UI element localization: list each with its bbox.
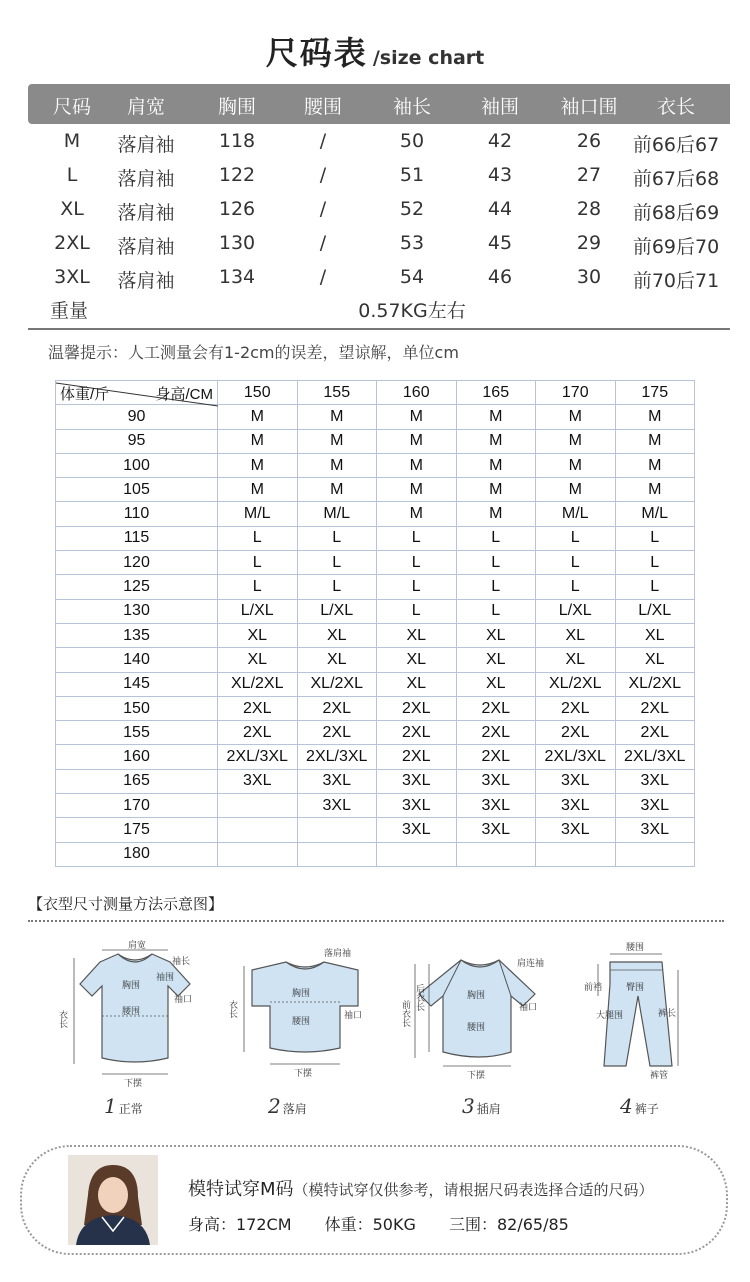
size-suggestion-cell: 3XL — [377, 794, 457, 818]
fit-grid-row — [56, 842, 695, 866]
size-suggestion-cell: XL — [377, 648, 457, 672]
fit-grid-row — [56, 478, 695, 502]
size-suggestion-cell: M — [297, 478, 377, 502]
size-suggestion-cell: 3XL — [615, 818, 695, 842]
measurement-tip: 温馨提示：人工测量会有1-2cm的误差，望谅解，单位cm — [48, 343, 459, 362]
size-cell: 51 — [399, 164, 425, 186]
weight-cell: 170 — [56, 794, 218, 818]
size-suggestion-cell — [297, 818, 377, 842]
model-measurements: 三围：82/65/85 — [448, 1215, 569, 1234]
size-suggestion-cell: L — [297, 575, 377, 599]
size-suggestion-cell: M — [297, 429, 377, 453]
method-title: 【衣型尺寸测量方法示意图】 — [28, 895, 224, 913]
svg-text:下摆: 下摆 — [294, 1069, 313, 1079]
size-suggestion-cell: 2XL — [218, 696, 298, 720]
size-suggestion-cell: L/XL — [218, 599, 298, 623]
size-suggestion-cell: M — [377, 405, 457, 429]
size-cell: / — [319, 164, 327, 186]
svg-text:大腿围: 大腿围 — [596, 1011, 624, 1021]
svg-text:腰围: 腰围 — [292, 1017, 311, 1027]
size-suggestion-cell: M — [377, 478, 457, 502]
corner-height-label: 身高/CM — [155, 386, 213, 403]
weight-cell: 130 — [56, 599, 218, 623]
size-suggestion-cell: L — [218, 575, 298, 599]
size-cell: 落肩袖 — [117, 270, 175, 292]
fit-grid-row — [56, 769, 695, 793]
size-suggestion-cell: XL — [536, 623, 616, 647]
size-suggestion-cell — [456, 842, 536, 866]
svg-text:袖口: 袖口 — [519, 1003, 538, 1013]
size-cell: 42 — [487, 130, 513, 152]
size-col-header: 衣长 — [656, 96, 696, 118]
size-suggestion-cell: 3XL — [456, 794, 536, 818]
size-cell: 26 — [576, 130, 602, 152]
size-suggestion-cell: M/L — [218, 502, 298, 526]
height-col-header: 155 — [297, 381, 377, 405]
size-suggestion-cell: M — [456, 502, 536, 526]
size-suggestion-cell — [536, 842, 616, 866]
size-suggestion-cell: L — [536, 551, 616, 575]
size-suggestion-cell: M — [377, 429, 457, 453]
size-suggestion-cell: 2XL/3XL — [218, 745, 298, 769]
size-suggestion-cell: 3XL — [297, 769, 377, 793]
size-cell: / — [319, 266, 327, 288]
size-suggestion-cell: 3XL — [615, 769, 695, 793]
size-suggestion-cell: L/XL — [615, 599, 695, 623]
size-suggestion-cell: L — [615, 551, 695, 575]
size-col-header: 袖围 — [480, 96, 520, 118]
weight-cell: 175 — [56, 818, 218, 842]
size-suggestion-cell: 2XL — [297, 696, 377, 720]
size-suggestion-cell: 2XL/3XL — [536, 745, 616, 769]
model-fit-note: （模特试穿仅供参考，请根据尺码表选择合适的尺码） — [293, 1181, 654, 1199]
size-cell: 27 — [576, 164, 602, 186]
size-suggestion-cell: L/XL — [536, 599, 616, 623]
svg-text:下摆: 下摆 — [124, 1079, 143, 1089]
diagram-raglan — [400, 940, 555, 1094]
size-suggestion-cell: XL/2XL — [297, 672, 377, 696]
diagram-normal-tee — [57, 940, 210, 1094]
fit-grid-row — [56, 526, 695, 550]
model-weight: 体重：50KG — [324, 1215, 416, 1234]
size-suggestion-cell: L — [456, 575, 536, 599]
size-suggestion-cell: 2XL — [218, 721, 298, 745]
caption-pants: 4 裤子 — [620, 1094, 659, 1118]
size-suggestion-cell: L — [218, 526, 298, 550]
model-fit-line — [188, 1175, 654, 1201]
size-cell: 落肩袖 — [117, 168, 175, 190]
size-cell: 53 — [399, 232, 425, 254]
size-suggestion-cell: 2XL — [456, 721, 536, 745]
size-suggestion-cell: L — [456, 551, 536, 575]
height-col-header: 160 — [377, 381, 457, 405]
size-col-header: 袖口围 — [560, 96, 618, 118]
weight-cell: 125 — [56, 575, 218, 599]
size-cell: 118 — [218, 130, 256, 152]
fit-grid-row — [56, 502, 695, 526]
fit-grid-row — [56, 429, 695, 453]
size-suggestion-cell: M — [456, 405, 536, 429]
size-suggestion-cell: XL — [297, 648, 377, 672]
size-suggestion-cell: L — [456, 526, 536, 550]
size-suggestion-cell: XL — [615, 623, 695, 647]
svg-text:后衣长: 后衣长 — [414, 984, 424, 1011]
fit-grid-row — [56, 599, 695, 623]
svg-text:衣长: 衣长 — [57, 1010, 67, 1028]
fit-grid-row — [56, 745, 695, 769]
size-suggestion-cell — [218, 842, 298, 866]
size-suggestion-cell: L — [536, 526, 616, 550]
size-suggestion-cell: 3XL — [615, 794, 695, 818]
size-suggestion-cell: M — [536, 453, 616, 477]
weight-label: 重量 — [50, 300, 89, 322]
svg-text:腰围: 腰围 — [467, 1023, 486, 1033]
size-suggestion-cell: XL — [536, 648, 616, 672]
fit-grid-row — [56, 672, 695, 696]
size-suggestion-cell: L — [218, 551, 298, 575]
diagram-drop-shoulder — [227, 940, 380, 1094]
size-suggestion-cell: M — [377, 502, 457, 526]
svg-text:胸围: 胸围 — [122, 981, 141, 991]
size-suggestion-cell: 2XL — [377, 721, 457, 745]
size-suggestion-cell: 3XL — [456, 818, 536, 842]
size-suggestion-cell — [218, 794, 298, 818]
size-suggestion-cell: M — [218, 405, 298, 429]
model-stats — [188, 1212, 597, 1235]
size-suggestion-cell: L — [377, 575, 457, 599]
size-cell: 2XL — [54, 232, 90, 254]
size-cell: 前67后68 — [632, 168, 720, 190]
model-height: 身高：172CM — [188, 1215, 292, 1234]
size-cell: 落肩袖 — [117, 236, 175, 258]
size-suggestion-cell: M — [218, 478, 298, 502]
size-cell: / — [319, 198, 327, 220]
size-suggestion-cell: 3XL — [377, 769, 457, 793]
height-col-header: 150 — [218, 381, 298, 405]
size-suggestion-cell: 2XL — [377, 696, 457, 720]
size-suggestion-cell — [377, 842, 457, 866]
size-cell: 46 — [487, 266, 513, 288]
title-main: 尺码表 — [265, 34, 368, 72]
size-suggestion-cell: M — [615, 478, 695, 502]
size-cell: 落肩袖 — [117, 202, 175, 224]
title-sub: /size chart — [372, 47, 485, 69]
size-col-header: 尺码 — [52, 96, 92, 118]
dotted-divider — [28, 920, 724, 922]
size-suggestion-cell: L — [297, 526, 377, 550]
size-suggestion-cell: XL/2XL — [218, 672, 298, 696]
size-suggestion-cell: XL — [615, 648, 695, 672]
model-avatar — [68, 1155, 158, 1245]
size-suggestion-cell: L/XL — [297, 599, 377, 623]
size-cell: 52 — [399, 198, 425, 220]
size-suggestion-cell: XL — [218, 648, 298, 672]
size-suggestion-cell: 3XL — [297, 794, 377, 818]
size-suggestion-cell: L — [536, 575, 616, 599]
weight-cell: 100 — [56, 453, 218, 477]
size-cell: / — [319, 130, 327, 152]
size-suggestion-cell: M — [297, 405, 377, 429]
fit-grid-row — [56, 405, 695, 429]
size-col-header: 袖长 — [392, 96, 432, 118]
svg-text:胸围: 胸围 — [467, 991, 486, 1001]
size-suggestion-cell: XL — [377, 623, 457, 647]
size-suggestion-cell: XL — [218, 623, 298, 647]
svg-text:臀围: 臀围 — [626, 983, 645, 993]
size-col-header: 肩宽 — [126, 96, 166, 118]
size-suggestion-cell: M — [218, 429, 298, 453]
label-shoulder: 肩宽 — [128, 941, 147, 951]
size-col-header: 腰围 — [303, 96, 343, 118]
weight-cell: 165 — [56, 769, 218, 793]
size-suggestion-cell: M — [615, 405, 695, 429]
size-suggestion-cell: 2XL — [536, 696, 616, 720]
size-suggestion-cell: L — [615, 575, 695, 599]
fit-grid-row — [56, 818, 695, 842]
weight-cell: 160 — [56, 745, 218, 769]
size-cell: 43 — [487, 164, 513, 186]
size-suggestion-cell: M — [377, 453, 457, 477]
size-suggestion-cell: XL/2XL — [536, 672, 616, 696]
size-suggestion-cell: M — [218, 453, 298, 477]
size-cell: 前66后67 — [632, 134, 720, 156]
fit-grid — [55, 380, 695, 867]
size-suggestion-cell: M — [536, 429, 616, 453]
size-cell: 前69后70 — [632, 236, 720, 258]
svg-text:腰围: 腰围 — [626, 943, 645, 953]
size-cell: 30 — [576, 266, 602, 288]
size-suggestion-cell: M — [456, 478, 536, 502]
size-suggestion-cell: 3XL — [218, 769, 298, 793]
weight-cell: 120 — [56, 551, 218, 575]
size-suggestion-cell: M — [536, 478, 616, 502]
size-cell: 前70后71 — [632, 270, 720, 292]
fit-grid-corner — [56, 381, 218, 405]
divider — [28, 328, 730, 330]
size-suggestion-cell: M/L — [536, 502, 616, 526]
size-suggestion-cell: 3XL — [377, 818, 457, 842]
weight-cell: 90 — [56, 405, 218, 429]
size-suggestion-cell: XL/2XL — [615, 672, 695, 696]
size-suggestion-cell: L — [377, 526, 457, 550]
size-cell: 122 — [218, 164, 256, 186]
svg-text:前裆: 前裆 — [584, 983, 603, 993]
size-suggestion-cell: M — [456, 429, 536, 453]
svg-text:袖口: 袖口 — [174, 995, 193, 1005]
svg-text:下摆: 下摆 — [467, 1071, 486, 1081]
svg-text:袖长: 袖长 — [172, 957, 191, 967]
height-col-header: 175 — [615, 381, 695, 405]
weight-cell: 110 — [56, 502, 218, 526]
size-suggestion-cell: XL — [297, 623, 377, 647]
size-suggestion-cell: 3XL — [536, 818, 616, 842]
corner-weight-label: 体重/斤 — [60, 386, 110, 403]
size-suggestion-cell: M — [615, 429, 695, 453]
size-suggestion-cell: M — [456, 453, 536, 477]
weight-cell: 135 — [56, 623, 218, 647]
fit-grid-row — [56, 648, 695, 672]
weight-cell: 145 — [56, 672, 218, 696]
size-suggestion-cell: 2XL — [297, 721, 377, 745]
height-col-header: 165 — [456, 381, 536, 405]
weight-cell: 140 — [56, 648, 218, 672]
size-table-header — [28, 84, 730, 124]
size-cell: 50 — [399, 130, 425, 152]
weight-cell: 105 — [56, 478, 218, 502]
svg-text:前衣长: 前衣长 — [400, 1000, 410, 1027]
size-suggestion-cell: 2XL — [377, 745, 457, 769]
size-suggestion-cell — [218, 818, 298, 842]
weight-cell: 95 — [56, 429, 218, 453]
size-suggestion-cell: L — [377, 551, 457, 575]
weight-cell: 155 — [56, 721, 218, 745]
fit-grid-header-row — [56, 381, 695, 405]
svg-text:胸围: 胸围 — [292, 989, 311, 999]
size-suggestion-cell: M — [615, 453, 695, 477]
size-suggestion-cell: 2XL — [456, 696, 536, 720]
fit-grid-row — [56, 453, 695, 477]
size-suggestion-cell: 2XL — [456, 745, 536, 769]
fit-grid-row — [56, 575, 695, 599]
weight-cell: 115 — [56, 526, 218, 550]
svg-text:落肩袖: 落肩袖 — [324, 949, 352, 959]
size-cell: 134 — [218, 266, 256, 288]
size-suggestion-cell: 3XL — [536, 794, 616, 818]
size-suggestion-cell: 3XL — [456, 769, 536, 793]
size-suggestion-cell: L — [456, 599, 536, 623]
size-suggestion-cell: L — [297, 551, 377, 575]
fit-grid-row — [56, 551, 695, 575]
size-suggestion-cell: 2XL — [615, 721, 695, 745]
svg-text:袖口: 袖口 — [344, 1011, 363, 1021]
size-cell: 45 — [487, 232, 513, 254]
size-suggestion-cell: 2XL/3XL — [615, 745, 695, 769]
size-cell: / — [319, 232, 327, 254]
size-suggestion-cell: M — [297, 453, 377, 477]
size-cell: 前68后69 — [632, 202, 720, 224]
size-cell: XL — [60, 198, 84, 220]
size-suggestion-cell: 2XL/3XL — [297, 745, 377, 769]
size-suggestion-cell: XL — [456, 623, 536, 647]
caption-normal: 1 正常 — [104, 1094, 143, 1118]
size-cell: L — [66, 164, 78, 186]
size-suggestion-cell: L — [377, 599, 457, 623]
fit-grid-row — [56, 794, 695, 818]
size-cell: 落肩袖 — [117, 134, 175, 156]
size-cell: 130 — [218, 232, 256, 254]
size-suggestion-cell — [297, 842, 377, 866]
fit-grid-row — [56, 696, 695, 720]
caption-drop: 2 落肩 — [268, 1094, 307, 1118]
size-suggestion-cell: 2XL — [615, 696, 695, 720]
size-suggestion-cell: M/L — [297, 502, 377, 526]
svg-text:肩连袖: 肩连袖 — [517, 959, 545, 969]
fit-grid-row — [56, 623, 695, 647]
size-cell: 3XL — [54, 266, 90, 288]
size-cell: M — [63, 130, 81, 152]
size-cell: 126 — [218, 198, 256, 220]
size-suggestion-cell: XL — [377, 672, 457, 696]
weight-cell: 180 — [56, 842, 218, 866]
size-suggestion-cell: XL — [456, 672, 536, 696]
svg-text:袖围: 袖围 — [156, 973, 175, 983]
svg-text:裤长: 裤长 — [658, 1009, 677, 1019]
caption-raglan: 3 插肩 — [462, 1094, 501, 1118]
size-suggestion-cell — [615, 842, 695, 866]
weight-value: 0.57KG左右 — [358, 300, 466, 322]
size-col-header: 胸围 — [217, 96, 257, 118]
size-suggestion-cell: XL — [456, 648, 536, 672]
size-cell: 29 — [576, 232, 602, 254]
page-title — [0, 28, 750, 74]
size-suggestion-cell: M — [536, 405, 616, 429]
svg-text:衣长: 衣长 — [227, 1000, 237, 1018]
svg-text:腰围: 腰围 — [122, 1007, 141, 1017]
svg-text:裤管: 裤管 — [650, 1071, 669, 1081]
size-suggestion-cell: M/L — [615, 502, 695, 526]
model-fit-main: 模特试穿M码 — [188, 1179, 294, 1200]
size-cell: 44 — [487, 198, 513, 220]
size-cell: 28 — [576, 198, 602, 220]
size-cell: 54 — [399, 266, 425, 288]
size-suggestion-cell: 2XL — [536, 721, 616, 745]
diagram-pants — [580, 940, 690, 1094]
size-suggestion-cell: L — [615, 526, 695, 550]
weight-cell: 150 — [56, 696, 218, 720]
height-col-header: 170 — [536, 381, 616, 405]
size-suggestion-cell: 3XL — [536, 769, 616, 793]
fit-grid-row — [56, 721, 695, 745]
